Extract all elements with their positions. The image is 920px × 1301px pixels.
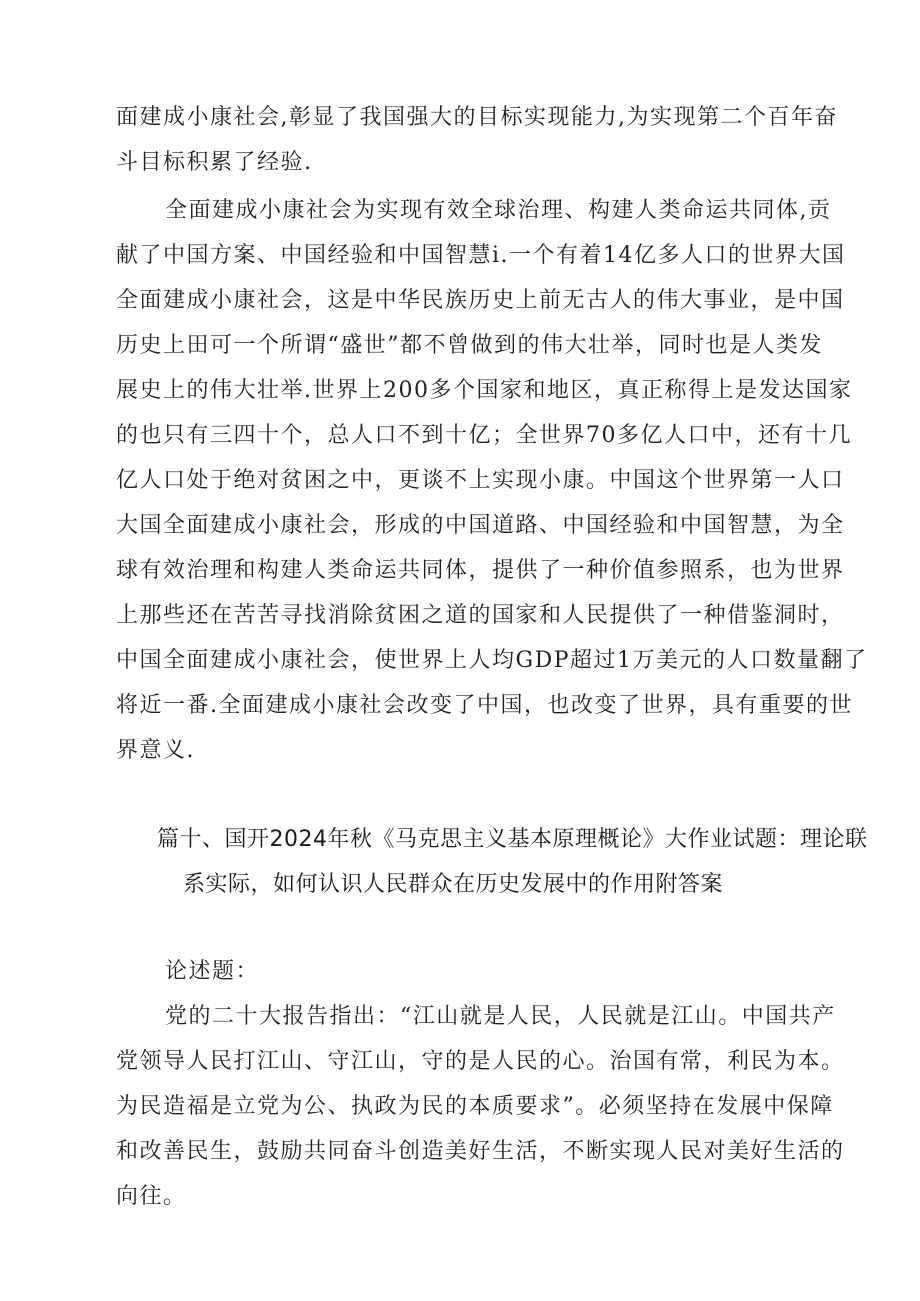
paragraph-1-line-1: 面建成小康社会,彰显了我国强大的目标实现能力,为实现第二个百年奋 <box>116 105 838 130</box>
section-heading-line-1: 篇十、国开2024年秋《马克思主义基本原理概论》大作业试题：理论联 <box>157 827 868 852</box>
paragraph-3-line-2: 党领导人民打江山、守江山，守的是人民的心。治国有常，利民为本。 <box>116 1049 845 1074</box>
paragraph-3-line-3: 为民造福是立党为公、执政为民的本质要求”。必须坚持在发展中保障 <box>116 1094 834 1119</box>
paragraph-2-line-11: 中国全面建成小康社会，使世界上人均GDP超过1万美元的人口数量翻了 <box>116 648 868 673</box>
paragraph-2-line-4: 历史上田可一个所谓“盛世”都不曾做到的伟大壮举，同时也是人类发 <box>116 333 823 358</box>
paragraph-3-line-4: 和改善民生，鼓励共同奋斗创造美好生活，不断实现人民对美好生活的 <box>116 1139 845 1164</box>
paragraph-2-line-13: 界意义. <box>116 738 195 763</box>
question-label: 论述题： <box>165 959 260 984</box>
paragraph-2-line-6: 的也只有三四十个，总人口不到十亿；全世界70多亿人口中，还有十几 <box>116 423 852 448</box>
paragraph-3-line-1: 党的二十大报告指出：“江山就是人民，人民就是江山。中国共产 <box>165 1004 836 1029</box>
paragraph-2-line-7: 亿人口处于绝对贫困之中，更谈不上实现小康。中国这个世界第一人口 <box>116 468 845 493</box>
paragraph-3-line-5: 向往。 <box>116 1184 187 1209</box>
paragraph-2-line-12: 将近一番.全面建成小康社会改变了中国，也改变了世界，具有重要的世 <box>116 693 853 718</box>
paragraph-1-line-2: 斗目标积累了经验. <box>116 150 313 175</box>
paragraph-2-line-9: 球有效治理和构建人类命运共同体，提供了一种价值参照系，也为世界 <box>116 558 845 583</box>
section-heading-line-2: 系实际，如何认识人民群众在历史发展中的作用附答案 <box>183 872 724 897</box>
paragraph-2-line-2: 献了中国方案、中国经验和中国智慧i.一个有着14亿多人口的世界大国 <box>116 243 846 268</box>
paragraph-2-line-8: 大国全面建成小康社会，形成的中国道路、中国经验和中国智慧，为全 <box>116 513 845 538</box>
paragraph-2-line-1: 全面建成小康社会为实现有效全球治理、构建人类命运共同体,贡 <box>165 198 832 223</box>
paragraph-2-line-3: 全面建成小康社会，这是中华民族历史上前无古人的伟大事业，是中国 <box>116 288 845 313</box>
paragraph-2-line-5: 展史上的伟大壮举.世界上200多个国家和地区，真正称得上是发达国家 <box>116 378 853 403</box>
paragraph-2-line-10: 上那些还在苦苦寻找消除贫困之道的国家和人民提供了一种借鉴洞时， <box>116 603 845 628</box>
